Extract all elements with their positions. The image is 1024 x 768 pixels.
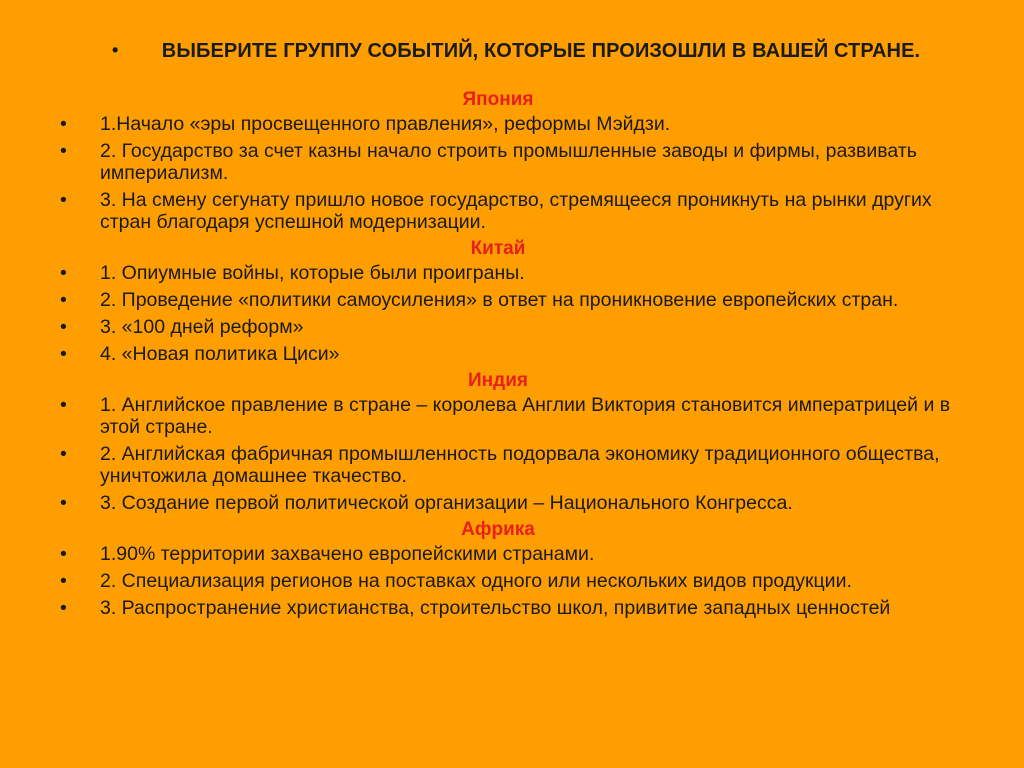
list-item-text: 1. Опиумные войны, которые были проиграны. (100, 262, 525, 284)
bullet-icon: • (60, 394, 67, 416)
list-item (58, 443, 978, 487)
list-item-text: 1. Английское правление в стране – королева Англии Виктория становится императрицей и в этой стране. (100, 394, 951, 438)
bullet-icon: • (60, 262, 67, 284)
list-item (58, 394, 978, 438)
list-item-text: 2. Специализация регионов на поставках одного или нескольких видов продукции. (100, 570, 852, 592)
bullet-icon: • (60, 492, 67, 514)
list-item-text: 1.90% территории захвачено европейскими странами. (100, 543, 595, 565)
bullet-icon: • (60, 597, 67, 619)
section-heading-africa: Африка (461, 519, 535, 540)
list-item-text: 2. Проведение «политики самоусиления» в ответ на проникновение европейских стран. (100, 289, 899, 311)
list-item (58, 570, 978, 592)
list-item (58, 262, 978, 284)
list-item (58, 597, 978, 619)
list-item-text: 2. Государство за счет казны начало строить промышленные заводы и фирмы, развивать империализм. (100, 140, 917, 184)
list-item (58, 289, 978, 311)
title-row (112, 40, 932, 63)
list-item (58, 140, 978, 184)
list-item (58, 543, 978, 565)
bullet-icon: • (112, 40, 119, 60)
list-item-text: 3. «100 дней реформ» (100, 316, 304, 338)
list-item (58, 343, 978, 365)
list-item-text: 3. На смену сегунату пришло новое государство, стремящееся проникнуть на рынки других стран благодаря успешной модернизации. (100, 189, 932, 233)
section-heading-japan: Япония (462, 89, 534, 110)
bullet-icon: • (60, 289, 67, 311)
section-heading-india: Индия (468, 370, 528, 391)
section-heading-china: Китай (470, 238, 526, 259)
bullet-icon: • (60, 343, 67, 365)
slide-title: ВЫБЕРИТЕ ГРУППУ СОБЫТИЙ, КОТОРЫЕ ПРОИЗОШЛИ В ВАШЕЙ СТРАНЕ. (161, 40, 921, 62)
list-item-text: 3. Распространение христианства, строительство школ, привитие западных ценностей (100, 597, 891, 619)
bullet-icon: • (60, 443, 67, 465)
bullet-icon: • (60, 570, 67, 592)
list-item (58, 492, 978, 514)
bullet-icon: • (60, 189, 67, 211)
list-item-text: 2. Английская фабричная промышленность подорвала экономику традиционного общества, уничтожила домашнее ткачество. (100, 443, 940, 487)
bullet-icon: • (60, 316, 67, 338)
list-item-text: 1.Начало «эры просвещенного правления», реформы Мэйдзи. (100, 113, 671, 135)
list-item (58, 316, 978, 338)
list-item-text: 4. «Новая политика Циси» (100, 343, 340, 365)
list-item (58, 189, 978, 233)
bullet-icon: • (60, 543, 67, 565)
bullet-icon: • (60, 113, 67, 135)
bullet-icon: • (60, 140, 67, 162)
list-item (58, 113, 978, 135)
list-item-text: 3. Создание первой политической организации – Национального Конгресса. (100, 492, 793, 514)
content-area (58, 89, 978, 624)
